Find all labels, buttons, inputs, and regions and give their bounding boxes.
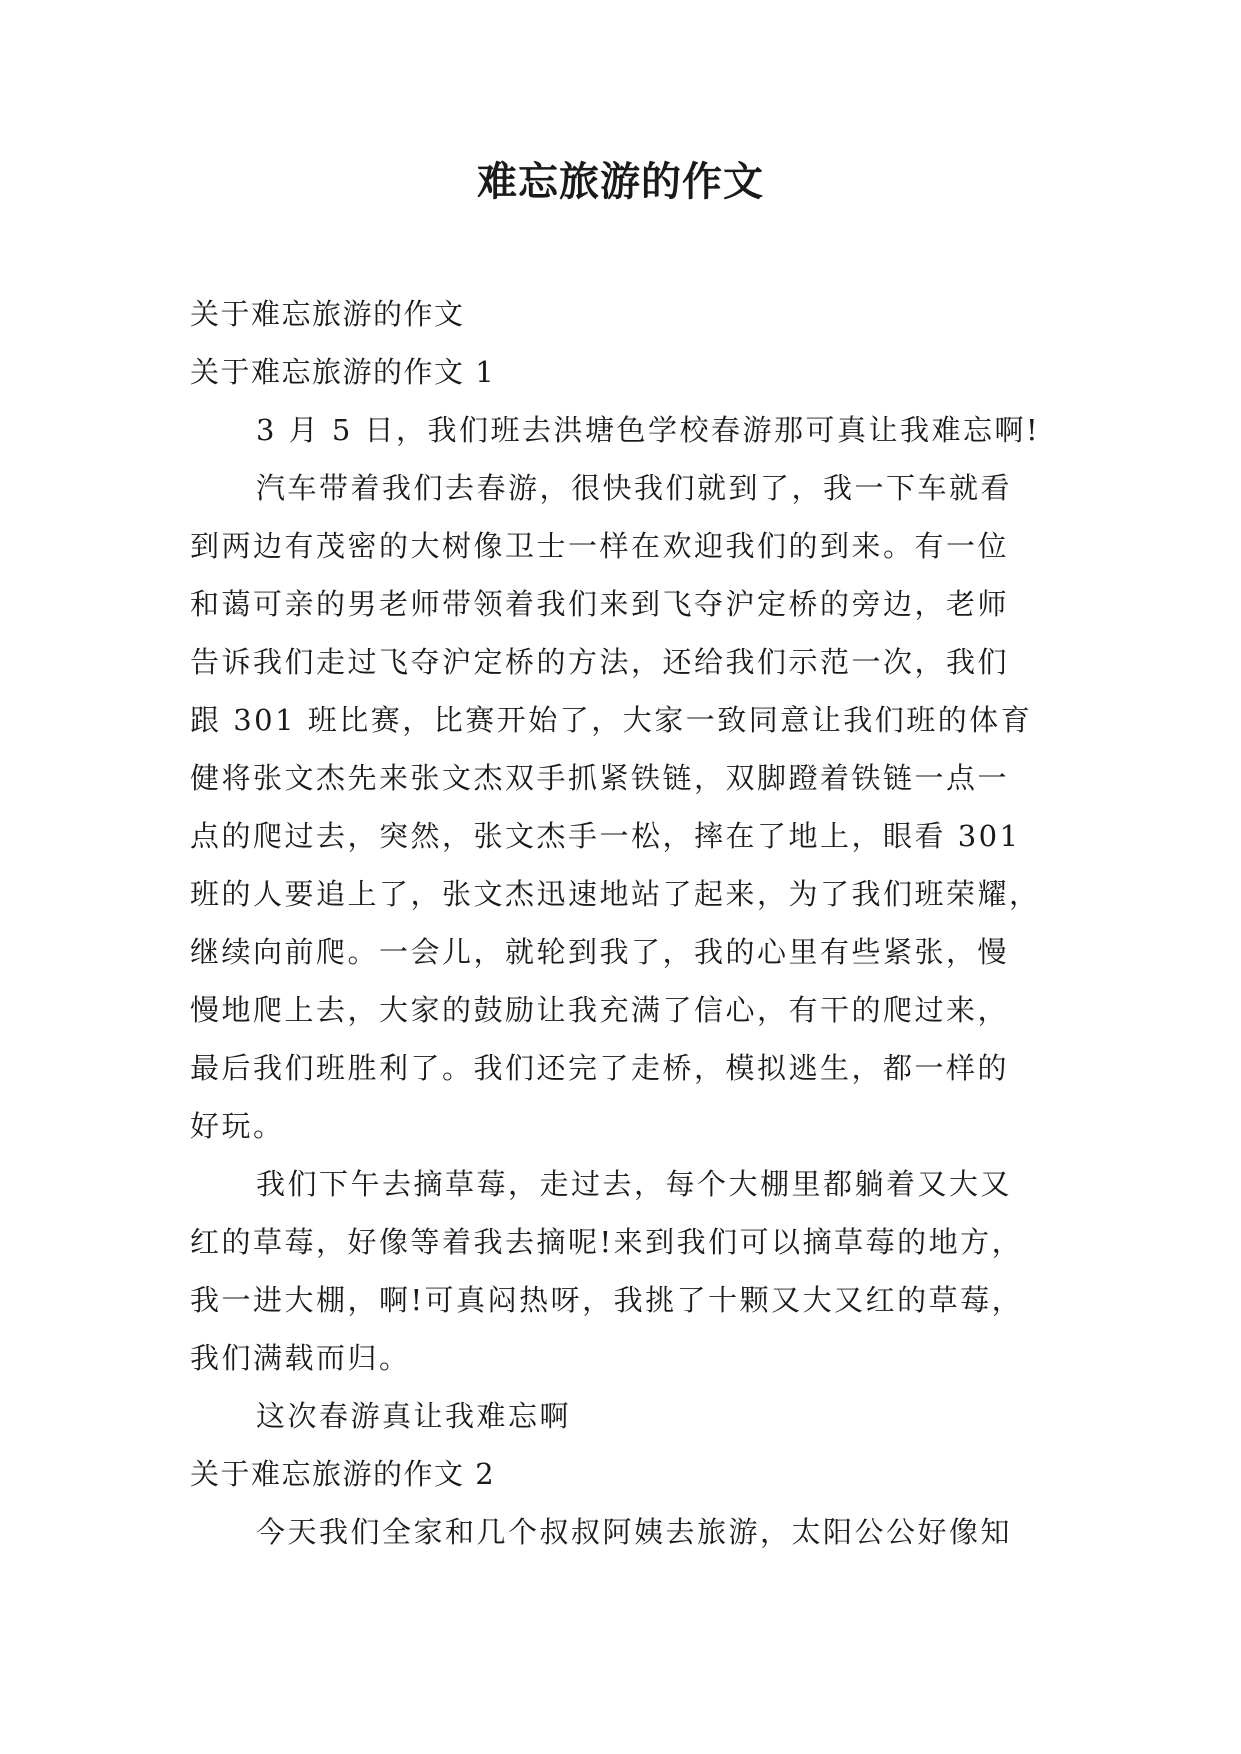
paragraph-line: 和蔼可亲的男老师带领着我们来到飞夺沪定桥的旁边，老师 [190, 587, 1010, 621]
paragraph-line: 到两边有茂密的大树像卫士一样在欢迎我们的到来。有一位 [190, 529, 1010, 563]
section-1-paragraph-4 [190, 1387, 1070, 1445]
paragraph-line: 红的草莓，好像等着我去摘呢!来到我们可以摘草莓的地方， [190, 1225, 1024, 1259]
paragraph-line: 这次春游真让我难忘啊 [256, 1399, 572, 1433]
paragraph-line: 健将张文杰先来张文杰双手抓紧铁链，双脚蹬着铁链一点一 [190, 761, 1010, 795]
intro-heading: 关于难忘旅游的作文 [190, 297, 465, 331]
paragraph-line: 点的爬过去，突然，张文杰手一松，摔在了地上，眼看 301 [190, 819, 1021, 853]
section-1-paragraph-1 [190, 401, 1070, 459]
paragraph-line: 3 月 5 日，我们班去洪塘色学校春游那可真让我难忘啊! [256, 413, 1041, 447]
section-1-paragraph-3 [190, 1155, 1070, 1387]
paragraph-line: 班的人要追上了，张文杰迅速地站了起来，为了我们班荣耀， [190, 877, 1041, 911]
paragraph-line: 告诉我们走过飞夺沪定桥的方法，还给我们示范一次，我们 [190, 645, 1010, 679]
paragraph-line: 我一进大棚，啊!可真闷热呀，我挑了十颗又大又红的草莓， [190, 1283, 1024, 1317]
paragraph-line: 汽车带着我们去春游，很快我们就到了，我一下车就看 [256, 471, 1013, 505]
paragraph-line: 跟 301 班比赛，比赛开始了，大家一致同意让我们班的体育 [190, 703, 1033, 737]
document-title: 难忘旅游的作文 [477, 158, 764, 205]
paragraph-line: 继续向前爬。一会儿，就轮到我了，我的心里有些紧张，慢 [190, 935, 1010, 969]
section-2-paragraph-1 [190, 1503, 1070, 1561]
paragraph-line: 我们满载而归。 [190, 1341, 411, 1375]
paragraph-line: 慢地爬上去，大家的鼓励让我充满了信心，有干的爬过来， [190, 993, 1010, 1027]
section-2-heading: 关于难忘旅游的作文 2 [190, 1457, 496, 1491]
paragraph-line: 今天我们全家和几个叔叔阿姨去旅游，太阳公公好像知 [256, 1515, 1013, 1549]
paragraph-line: 最后我们班胜利了。我们还完了走桥，模拟逃生，都一样的 [190, 1051, 1010, 1085]
paragraph-line: 我们下午去摘草莓，走过去，每个大棚里都躺着又大又 [256, 1167, 1013, 1201]
paragraph-line: 好玩。 [190, 1109, 285, 1143]
section-1-paragraph-2 [190, 459, 1070, 1155]
section-1-heading: 关于难忘旅游的作文 1 [190, 355, 496, 389]
document-body [190, 285, 1070, 1561]
